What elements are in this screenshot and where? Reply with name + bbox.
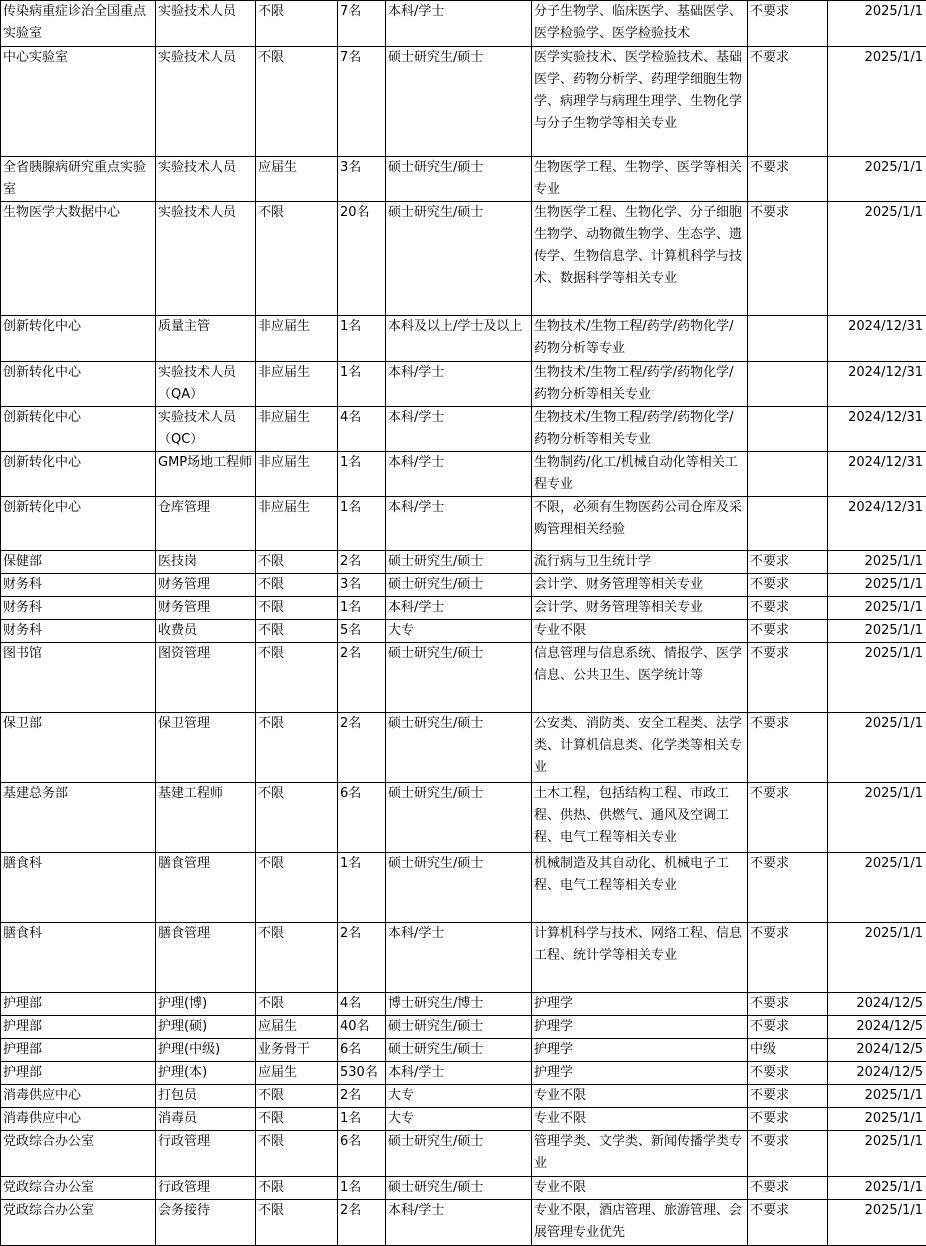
department-cell: 全省胰腺病研究重点实验室 (1, 157, 156, 202)
deadline-cell: 2025/1/1 (828, 574, 926, 597)
major-requirement-cell: 分子生物学、临床医学、基础医学、医学检验学、医学检验技术 (532, 1, 748, 47)
applicant-type-cell: 非应届生 (256, 452, 338, 497)
major-requirement-cell: 生物技术/生物工程/药学/药物化学/药物分析等相关专业 (532, 407, 748, 452)
experience-cell: 不要求 (748, 1131, 828, 1177)
education-cell: 本科/学士 (386, 597, 532, 620)
major-requirement-cell: 信息管理与信息系统、情报学、医学信息、公共卫生、医学统计等 (532, 643, 748, 713)
education-cell: 硕士研究生/硕士 (386, 551, 532, 574)
headcount-cell: 7名 (338, 1, 386, 47)
deadline-cell: 2025/1/1 (828, 1085, 926, 1108)
applicant-type-cell: 不限 (256, 993, 338, 1016)
headcount-cell: 2名 (338, 1200, 386, 1246)
department-cell: 基建总务部 (1, 783, 156, 853)
education-cell: 硕士研究生/硕士 (386, 1131, 532, 1177)
deadline-cell: 2024/12/31 (828, 316, 926, 362)
headcount-cell: 1名 (338, 316, 386, 362)
applicant-type-cell: 不限 (256, 1131, 338, 1177)
experience-cell: 不要求 (748, 1062, 828, 1085)
deadline-cell: 2025/1/1 (828, 1200, 926, 1246)
deadline-cell: 2025/1/1 (828, 923, 926, 993)
education-cell: 硕士研究生/硕士 (386, 643, 532, 713)
department-cell: 创新转化中心 (1, 497, 156, 551)
applicant-type-cell: 不限 (256, 1200, 338, 1246)
education-cell: 本科/学士 (386, 1062, 532, 1085)
education-cell: 硕士研究生/硕士 (386, 157, 532, 202)
education-cell: 本科/学士 (386, 1, 532, 47)
education-cell: 本科/学士 (386, 407, 532, 452)
experience-cell: 不要求 (748, 1200, 828, 1246)
major-requirement-cell: 护理学 (532, 993, 748, 1016)
department-cell: 传染病重症诊治全国重点实验室 (1, 1, 156, 47)
table-row (1, 574, 926, 597)
department-cell: 生物医学大数据中心 (1, 202, 156, 316)
position-cell: 消毒员 (156, 1108, 256, 1131)
applicant-type-cell: 不限 (256, 620, 338, 643)
applicant-type-cell: 应届生 (256, 1062, 338, 1085)
table-row (1, 783, 926, 853)
applicant-type-cell: 不限 (256, 1177, 338, 1200)
major-requirement-cell: 流行病与卫生统计学 (532, 551, 748, 574)
department-cell: 护理部 (1, 1016, 156, 1039)
applicant-type-cell: 应届生 (256, 157, 338, 202)
table-row (1, 551, 926, 574)
department-cell: 创新转化中心 (1, 316, 156, 362)
position-cell: 护理(博) (156, 993, 256, 1016)
department-cell: 创新转化中心 (1, 407, 156, 452)
department-cell: 膳食科 (1, 853, 156, 923)
table-row (1, 362, 926, 407)
education-cell: 硕士研究生/硕士 (386, 202, 532, 316)
headcount-cell: 1名 (338, 1108, 386, 1131)
department-cell: 保健部 (1, 551, 156, 574)
experience-cell: 不要求 (748, 620, 828, 643)
headcount-cell: 7名 (338, 47, 386, 157)
major-requirement-cell: 生物技术/生物工程/药学/药物化学/药物分析等专业 (532, 316, 748, 362)
department-cell: 护理部 (1, 1062, 156, 1085)
applicant-type-cell: 非应届生 (256, 316, 338, 362)
table-row (1, 620, 926, 643)
education-cell: 本科/学士 (386, 923, 532, 993)
department-cell: 党政综合办公室 (1, 1200, 156, 1246)
education-cell: 大专 (386, 1108, 532, 1131)
experience-cell: 不要求 (748, 923, 828, 993)
table-row (1, 597, 926, 620)
headcount-cell: 6名 (338, 783, 386, 853)
headcount-cell: 4名 (338, 993, 386, 1016)
major-requirement-cell: 生物技术/生物工程/药学/药物化学/药物分析等相关专业 (532, 362, 748, 407)
department-cell: 党政综合办公室 (1, 1131, 156, 1177)
experience-cell: 不要求 (748, 713, 828, 783)
deadline-cell: 2024/12/31 (828, 407, 926, 452)
applicant-type-cell: 业务骨干 (256, 1039, 338, 1062)
department-cell: 保卫部 (1, 713, 156, 783)
experience-cell: 不要求 (748, 551, 828, 574)
education-cell: 硕士研究生/硕士 (386, 47, 532, 157)
table-row (1, 157, 926, 202)
table-row (1, 407, 926, 452)
major-requirement-cell: 管理学类、文学类、新闻传播学类专业 (532, 1131, 748, 1177)
headcount-cell: 40名 (338, 1016, 386, 1039)
department-cell: 护理部 (1, 993, 156, 1016)
table-row (1, 923, 926, 993)
deadline-cell: 2025/1/1 (828, 1108, 926, 1131)
table-row (1, 1108, 926, 1131)
major-requirement-cell: 专业不限 (532, 1177, 748, 1200)
headcount-cell: 2名 (338, 643, 386, 713)
position-cell: 图资管理 (156, 643, 256, 713)
table-row (1, 1016, 926, 1039)
table-row (1, 1085, 926, 1108)
headcount-cell: 6名 (338, 1039, 386, 1062)
position-cell: 财务管理 (156, 574, 256, 597)
table-row (1, 1200, 926, 1246)
position-cell: 质量主管 (156, 316, 256, 362)
major-requirement-cell: 会计学、财务管理等相关专业 (532, 597, 748, 620)
major-requirement-cell: 专业不限 (532, 1085, 748, 1108)
department-cell: 创新转化中心 (1, 452, 156, 497)
applicant-type-cell: 不限 (256, 551, 338, 574)
deadline-cell: 2025/1/1 (828, 157, 926, 202)
education-cell: 本科/学士 (386, 497, 532, 551)
experience-cell (748, 407, 828, 452)
position-cell: 行政管理 (156, 1131, 256, 1177)
table-row (1, 1, 926, 47)
table-row (1, 47, 926, 157)
applicant-type-cell: 不限 (256, 923, 338, 993)
deadline-cell: 2024/12/31 (828, 497, 926, 551)
major-requirement-cell: 护理学 (532, 1016, 748, 1039)
deadline-cell: 2025/1/1 (828, 643, 926, 713)
major-requirement-cell: 生物医学工程、生物化学、分子细胞生物学、动物微生物学、生态学、遗传学、生物信息学、计算机科学与技术、数据科学等相关专业 (532, 202, 748, 316)
department-cell: 消毒供应中心 (1, 1108, 156, 1131)
major-requirement-cell: 护理学 (532, 1062, 748, 1085)
education-cell: 本科/学士 (386, 362, 532, 407)
education-cell: 硕士研究生/硕士 (386, 783, 532, 853)
experience-cell: 不要求 (748, 1, 828, 47)
deadline-cell: 2025/1/1 (828, 1177, 926, 1200)
headcount-cell: 3名 (338, 574, 386, 597)
deadline-cell: 2025/1/1 (828, 1131, 926, 1177)
deadline-cell: 2025/1/1 (828, 783, 926, 853)
major-requirement-cell: 不限，必须有生物医药公司仓库及采购管理相关经验 (532, 497, 748, 551)
headcount-cell: 3名 (338, 157, 386, 202)
position-cell: 会务接待 (156, 1200, 256, 1246)
department-cell: 党政综合办公室 (1, 1177, 156, 1200)
headcount-cell: 2名 (338, 551, 386, 574)
major-requirement-cell: 计算机科学与技术、网络工程、信息工程、统计学等相关专业 (532, 923, 748, 993)
applicant-type-cell: 非应届生 (256, 407, 338, 452)
education-cell: 硕士研究生/硕士 (386, 1177, 532, 1200)
education-cell: 本科/学士 (386, 1200, 532, 1246)
department-cell: 财务科 (1, 620, 156, 643)
headcount-cell: 4名 (338, 407, 386, 452)
position-cell: 实验技术人员 (156, 157, 256, 202)
deadline-cell: 2024/12/5 (828, 1062, 926, 1085)
table-row (1, 497, 926, 551)
department-cell: 中心实验室 (1, 47, 156, 157)
applicant-type-cell: 不限 (256, 853, 338, 923)
headcount-cell: 1名 (338, 452, 386, 497)
applicant-type-cell: 应届生 (256, 1016, 338, 1039)
experience-cell: 不要求 (748, 574, 828, 597)
table-row (1, 1131, 926, 1177)
department-cell: 消毒供应中心 (1, 1085, 156, 1108)
major-requirement-cell: 生物制药/化工/机械自动化等相关工程专业 (532, 452, 748, 497)
experience-cell (748, 497, 828, 551)
experience-cell: 不要求 (748, 643, 828, 713)
table-row (1, 853, 926, 923)
table-row (1, 202, 926, 316)
education-cell: 硕士研究生/硕士 (386, 713, 532, 783)
education-cell: 博士研究生/博士 (386, 993, 532, 1016)
department-cell: 创新转化中心 (1, 362, 156, 407)
position-cell: 行政管理 (156, 1177, 256, 1200)
table-row (1, 643, 926, 713)
major-requirement-cell: 机械制造及其自动化、机械电子工程、电气工程等相关专业 (532, 853, 748, 923)
deadline-cell: 2024/12/31 (828, 362, 926, 407)
position-cell: 收费员 (156, 620, 256, 643)
major-requirement-cell: 专业不限 (532, 620, 748, 643)
applicant-type-cell: 不限 (256, 47, 338, 157)
table-row (1, 316, 926, 362)
position-cell: GMP场地工程师 (156, 452, 256, 497)
headcount-cell: 1名 (338, 853, 386, 923)
education-cell: 大专 (386, 620, 532, 643)
experience-cell: 不要求 (748, 783, 828, 853)
major-requirement-cell: 护理学 (532, 1039, 748, 1062)
table-row (1, 1062, 926, 1085)
applicant-type-cell: 非应届生 (256, 497, 338, 551)
table-row (1, 1177, 926, 1200)
position-cell: 医技岗 (156, 551, 256, 574)
deadline-cell: 2024/12/5 (828, 1016, 926, 1039)
department-cell: 财务科 (1, 597, 156, 620)
position-cell: 实验技术人员 (156, 47, 256, 157)
position-cell: 基建工程师 (156, 783, 256, 853)
experience-cell: 不要求 (748, 597, 828, 620)
deadline-cell: 2025/1/1 (828, 713, 926, 783)
applicant-type-cell: 不限 (256, 202, 338, 316)
position-cell: 保卫管理 (156, 713, 256, 783)
experience-cell: 不要求 (748, 993, 828, 1016)
position-cell: 护理(硕) (156, 1016, 256, 1039)
applicant-type-cell: 非应届生 (256, 362, 338, 407)
major-requirement-cell: 医学实验技术、医学检验技术、基础医学、药物分析学、药理学细胞生物学、病理学与病理生理学、生物化学与分子生物学等相关专业 (532, 47, 748, 157)
position-cell: 仓库管理 (156, 497, 256, 551)
headcount-cell: 2名 (338, 1085, 386, 1108)
applicant-type-cell: 不限 (256, 1085, 338, 1108)
major-requirement-cell: 专业不限 (532, 1108, 748, 1131)
position-cell: 护理(中级) (156, 1039, 256, 1062)
deadline-cell: 2024/12/5 (828, 993, 926, 1016)
experience-cell: 不要求 (748, 1085, 828, 1108)
applicant-type-cell: 不限 (256, 1, 338, 47)
position-cell: 实验技术人员 (156, 202, 256, 316)
position-cell: 实验技术人员（QA） (156, 362, 256, 407)
applicant-type-cell: 不限 (256, 1108, 338, 1131)
applicant-type-cell: 不限 (256, 597, 338, 620)
education-cell: 硕士研究生/硕士 (386, 574, 532, 597)
applicant-type-cell: 不限 (256, 574, 338, 597)
headcount-cell: 5名 (338, 620, 386, 643)
education-cell: 本科/学士 (386, 452, 532, 497)
headcount-cell: 1名 (338, 497, 386, 551)
headcount-cell: 2名 (338, 713, 386, 783)
experience-cell (748, 452, 828, 497)
department-cell: 图书馆 (1, 643, 156, 713)
education-cell: 硕士研究生/硕士 (386, 1016, 532, 1039)
table-row (1, 993, 926, 1016)
applicant-type-cell: 不限 (256, 643, 338, 713)
experience-cell (748, 316, 828, 362)
experience-cell: 不要求 (748, 1016, 828, 1039)
table-row (1, 713, 926, 783)
position-cell: 财务管理 (156, 597, 256, 620)
deadline-cell: 2025/1/1 (828, 551, 926, 574)
education-cell: 大专 (386, 1085, 532, 1108)
deadline-cell: 2024/12/31 (828, 452, 926, 497)
position-cell: 实验技术人员 (156, 1, 256, 47)
department-cell: 财务科 (1, 574, 156, 597)
experience-cell (748, 362, 828, 407)
deadline-cell: 2025/1/1 (828, 202, 926, 316)
deadline-cell: 2024/12/5 (828, 1039, 926, 1062)
department-cell: 护理部 (1, 1039, 156, 1062)
major-requirement-cell: 专业不限，酒店管理、旅游管理、会展管理专业优先 (532, 1200, 748, 1246)
deadline-cell: 2025/1/1 (828, 1, 926, 47)
department-cell: 膳食科 (1, 923, 156, 993)
position-cell: 实验技术人员（QC） (156, 407, 256, 452)
deadline-cell: 2025/1/1 (828, 47, 926, 157)
position-cell: 护理(本) (156, 1062, 256, 1085)
education-cell: 硕士研究生/硕士 (386, 1039, 532, 1062)
applicant-type-cell: 不限 (256, 713, 338, 783)
headcount-cell: 1名 (338, 1177, 386, 1200)
experience-cell: 不要求 (748, 1177, 828, 1200)
experience-cell: 不要求 (748, 47, 828, 157)
major-requirement-cell: 土木工程，包括结构工程、市政工程、供热、供燃气、通风及空调工程、电气工程等相关专业 (532, 783, 748, 853)
major-requirement-cell: 会计学、财务管理等相关专业 (532, 574, 748, 597)
table-row (1, 452, 926, 497)
position-cell: 膳食管理 (156, 923, 256, 993)
education-cell: 本科及以上/学士及以上 (386, 316, 532, 362)
experience-cell: 不要求 (748, 157, 828, 202)
headcount-cell: 6名 (338, 1131, 386, 1177)
position-cell: 膳食管理 (156, 853, 256, 923)
education-cell: 硕士研究生/硕士 (386, 853, 532, 923)
table-row (1, 1039, 926, 1062)
major-requirement-cell: 生物医学工程、生物学、医学等相关专业 (532, 157, 748, 202)
experience-cell: 不要求 (748, 853, 828, 923)
deadline-cell: 2025/1/1 (828, 597, 926, 620)
experience-cell: 不要求 (748, 202, 828, 316)
headcount-cell: 1名 (338, 362, 386, 407)
deadline-cell: 2025/1/1 (828, 853, 926, 923)
major-requirement-cell: 公安类、消防类、安全工程类、法学类、计算机信息类、化学类等相关专业 (532, 713, 748, 783)
headcount-cell: 530名 (338, 1062, 386, 1085)
deadline-cell: 2025/1/1 (828, 620, 926, 643)
headcount-cell: 20名 (338, 202, 386, 316)
experience-cell: 不要求 (748, 1108, 828, 1131)
applicant-type-cell: 不限 (256, 783, 338, 853)
position-cell: 打包员 (156, 1085, 256, 1108)
experience-cell: 中级 (748, 1039, 828, 1062)
headcount-cell: 2名 (338, 923, 386, 993)
headcount-cell: 1名 (338, 597, 386, 620)
